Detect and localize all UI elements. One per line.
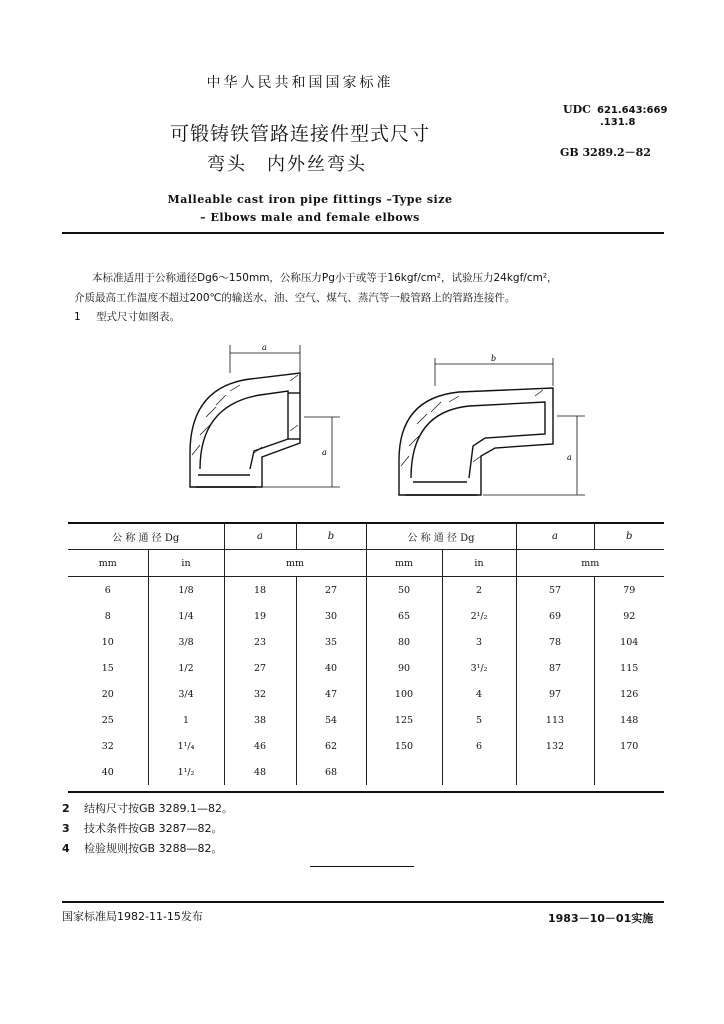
english-title-line1: Malleable cast iron pipe fittings –Type size xyxy=(167,193,453,206)
clause-1-text: 型式尺寸如图表。 xyxy=(96,311,180,323)
right-dim-b-label: b xyxy=(491,354,497,363)
table-cell: 2¹/₂ xyxy=(442,603,516,629)
header-b: b xyxy=(296,523,366,550)
header-b-right: b xyxy=(594,523,664,550)
table-cell: 23 xyxy=(224,629,296,655)
left-dim-vertical-label: a xyxy=(322,448,327,457)
table-cell: 97 xyxy=(516,681,594,707)
table-cell: 68 xyxy=(296,759,366,785)
gb-number: GB 3289.2－82 xyxy=(560,146,651,159)
table-cell xyxy=(516,759,594,785)
table-row xyxy=(68,655,664,681)
header-dg: 公 称 通 径 Dg xyxy=(68,523,224,550)
english-title-line2: – Elbows male and female elbows xyxy=(200,211,420,224)
udc-code: 621.643:669 xyxy=(597,105,668,116)
table-cell: 47 xyxy=(296,681,366,707)
clause-2-number: 2 xyxy=(62,802,70,815)
table-cell: 104 xyxy=(594,629,664,655)
table-cell: 38 xyxy=(224,707,296,733)
table-cell: 3/4 xyxy=(148,681,224,707)
table-cell: 40 xyxy=(101,766,114,778)
table-cell: 19 xyxy=(224,603,296,629)
table-cell: 80 xyxy=(366,629,442,655)
table-cell: 132 xyxy=(516,733,594,759)
table-cell: 46 xyxy=(224,733,296,759)
table-cell: 115 xyxy=(594,655,664,681)
table-cell: 1 xyxy=(148,707,224,733)
unit-mm: mm xyxy=(68,550,148,577)
table-row xyxy=(68,759,664,785)
table-cell: 170 xyxy=(594,733,664,759)
footer-divider xyxy=(62,901,664,903)
elbow-drawing-male-female xyxy=(385,350,585,510)
table-cell xyxy=(594,759,664,785)
table-header-row xyxy=(68,523,664,550)
table-cell: 150 xyxy=(366,733,442,759)
document-title-line1: 可锻铸铁管路连接件型式尺寸 xyxy=(169,123,430,145)
unit-dims: mm xyxy=(224,550,366,577)
table-cell: 3¹/₂ xyxy=(442,655,516,681)
clause-3-number: 3 xyxy=(62,822,70,835)
table-cell: 1¹/₄ xyxy=(148,733,224,759)
table-row xyxy=(68,577,664,604)
udc-code-continued: .131.8 xyxy=(600,117,636,128)
udc-label: UDC xyxy=(563,103,591,116)
table-cell: 6 xyxy=(104,584,111,596)
table-unit-row xyxy=(68,550,664,577)
table-cell: 1/2 xyxy=(148,655,224,681)
dimension-table xyxy=(68,523,664,785)
table-cell: 15 xyxy=(101,662,114,674)
table-row xyxy=(68,603,664,629)
table-row xyxy=(68,681,664,707)
table-row xyxy=(68,733,664,759)
table-row xyxy=(68,629,664,655)
left-dim-a-label: a xyxy=(262,343,267,352)
table-cell: 40 xyxy=(296,655,366,681)
table-cell: 25 xyxy=(101,714,114,726)
table-cell: 1/8 xyxy=(148,577,224,604)
table-cell: 32 xyxy=(101,740,114,752)
header-dg-right: 公 称 通 径 Dg xyxy=(366,523,516,550)
clause-3-text: 技术条件按GB 3287—82。 xyxy=(84,822,223,835)
table-cell: 18 xyxy=(224,577,296,604)
table-cell: 62 xyxy=(296,733,366,759)
table-cell: 5 xyxy=(442,707,516,733)
issue-date: 国家标准局1982-11-15发布 xyxy=(62,910,203,923)
table-cell: 27 xyxy=(296,577,366,604)
header-a: a xyxy=(224,523,296,550)
table-cell: 1¹/₂ xyxy=(148,759,224,785)
unit-in-right: in xyxy=(442,550,516,577)
table-cell: 54 xyxy=(296,707,366,733)
issuing-authority: 中华人民共和国国家标准 xyxy=(206,75,394,91)
table-cell: 125 xyxy=(366,707,442,733)
scope-paragraph-line2: 介质最高工作温度不超过200℃的输送水、油、空气、煤气、蒸汽等一般管路上的管路连接件。 xyxy=(74,292,516,304)
table-cell: 2 xyxy=(442,577,516,604)
table-cell: 32 xyxy=(224,681,296,707)
table-cell: 78 xyxy=(516,629,594,655)
table-cell: 57 xyxy=(516,577,594,604)
table-cell: 3 xyxy=(442,629,516,655)
table-cell: 27 xyxy=(224,655,296,681)
clause-4 xyxy=(62,840,223,856)
clause-1-number: 1 xyxy=(74,311,81,323)
table-cell xyxy=(442,759,516,785)
table-cell xyxy=(366,759,442,785)
clause-3 xyxy=(62,820,223,836)
header-divider xyxy=(62,232,664,234)
table-cell: 65 xyxy=(366,603,442,629)
table-cell: 100 xyxy=(366,681,442,707)
table-cell: 50 xyxy=(366,577,442,604)
table-cell: 8 xyxy=(104,610,111,622)
table-cell: 1/4 xyxy=(148,603,224,629)
document-title-line2: 弯头 内外丝弯头 xyxy=(207,154,367,175)
effective-date: 1983－10－01实施 xyxy=(548,912,654,925)
table-cell: 6 xyxy=(442,733,516,759)
table-cell: 92 xyxy=(594,603,664,629)
right-dim-vertical-label: a xyxy=(567,453,572,462)
table-cell: 20 xyxy=(101,688,114,700)
table-cell: 79 xyxy=(594,577,664,604)
table-cell: 90 xyxy=(366,655,442,681)
clause-4-text: 检验规则按GB 3288—82。 xyxy=(84,842,223,855)
table-bottom-rule xyxy=(68,791,664,793)
clause-4-number: 4 xyxy=(62,842,70,855)
table-cell: 10 xyxy=(101,636,114,648)
table-cell: 87 xyxy=(516,655,594,681)
scope-paragraph-line1: 本标准适用于公称通径Dg6～150mm，公称压力Pg小于或等于16kgf/cm²，试验压力24kgf/cm²， xyxy=(92,272,558,284)
table-cell: 35 xyxy=(296,629,366,655)
table-row xyxy=(68,707,664,733)
unit-in: in xyxy=(148,550,224,577)
table-cell: 3/8 xyxy=(148,629,224,655)
table-cell: 4 xyxy=(442,681,516,707)
table-cell: 126 xyxy=(594,681,664,707)
clause-2-text: 结构尺寸按GB 3289.1—82。 xyxy=(84,802,234,815)
clause-1 xyxy=(74,309,180,324)
elbow-drawing-female xyxy=(170,335,370,515)
table-cell: 113 xyxy=(516,707,594,733)
table-cell: 148 xyxy=(594,707,664,733)
clause-2 xyxy=(62,800,233,816)
end-mark-rule xyxy=(310,866,414,867)
header-a-right: a xyxy=(516,523,594,550)
unit-dims-right: mm xyxy=(516,550,664,577)
table-cell: 30 xyxy=(296,603,366,629)
table-cell: 69 xyxy=(516,603,594,629)
unit-mm-right: mm xyxy=(366,550,442,577)
table-cell: 48 xyxy=(224,759,296,785)
